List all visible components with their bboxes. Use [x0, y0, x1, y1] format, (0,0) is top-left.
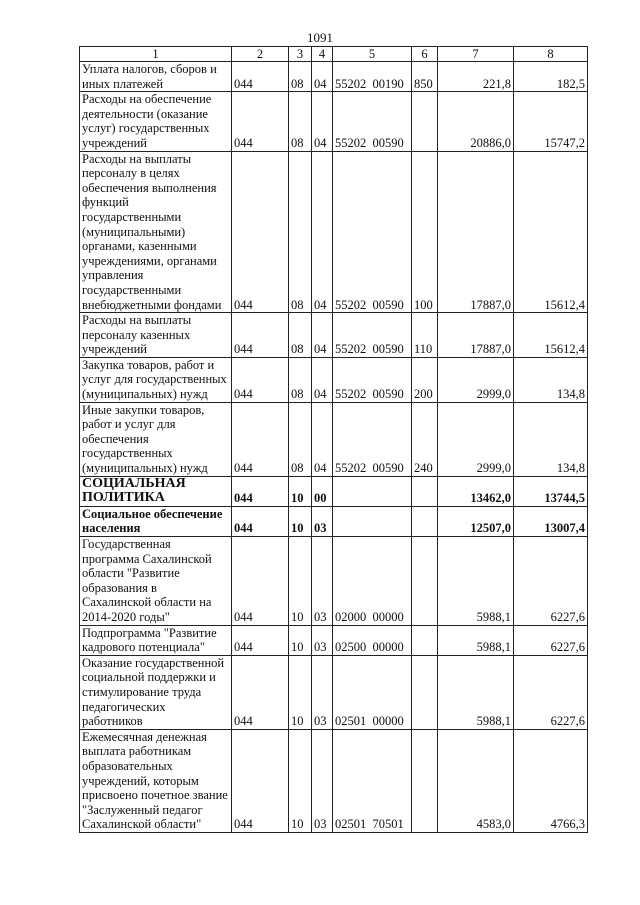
row-vr-cell — [412, 92, 438, 151]
row-pr-cell: 03 — [312, 506, 333, 536]
header-cell: 1 — [80, 47, 232, 62]
table-row — [80, 506, 588, 536]
row-value-2019-cell: 13462,0 — [438, 476, 514, 506]
header-cell: 3 — [289, 47, 312, 62]
row-ved-cell: 044 — [232, 151, 289, 313]
row-vr-cell: 200 — [412, 357, 438, 402]
row-value-2020-cell: 15612,4 — [514, 151, 588, 313]
table-row — [80, 357, 588, 402]
row-ved-cell: 044 — [232, 313, 289, 358]
row-rz-cell: 10 — [289, 625, 312, 655]
row-value-2020-cell: 13007,4 — [514, 506, 588, 536]
row-csr-cell: 55202 00590 — [333, 357, 412, 402]
row-name-cell: Социальное обеспечение населения — [80, 506, 232, 536]
row-value-2019-cell: 17887,0 — [438, 313, 514, 358]
table-row — [80, 655, 588, 729]
row-ved-cell: 044 — [232, 537, 289, 626]
header-cell: 4 — [312, 47, 333, 62]
row-value-2019-cell: 4583,0 — [438, 729, 514, 832]
row-rz-cell: 08 — [289, 402, 312, 476]
row-rz-cell: 10 — [289, 506, 312, 536]
row-name-cell: Иные закупки товаров, работ и услуг для обеспечения государственных (муниципальных) нужд — [80, 402, 232, 476]
row-rz-cell: 08 — [289, 62, 312, 92]
row-value-2019-cell: 17887,0 — [438, 151, 514, 313]
row-rz-cell: 10 — [289, 537, 312, 626]
row-pr-cell: 04 — [312, 92, 333, 151]
row-name-cell: Подпрограмма "Развитие кадрового потенциала" — [80, 625, 232, 655]
row-value-2020-cell: 15612,4 — [514, 313, 588, 358]
row-rz-cell: 10 — [289, 729, 312, 832]
row-rz-cell: 08 — [289, 151, 312, 313]
row-value-2020-cell: 6227,6 — [514, 655, 588, 729]
row-value-2019-cell: 5988,1 — [438, 625, 514, 655]
table-row — [80, 402, 588, 476]
row-vr-cell — [412, 729, 438, 832]
row-pr-cell: 03 — [312, 537, 333, 626]
row-name-cell: Оказание государственной социальной поддержки и стимулирование труда педагогических работников — [80, 655, 232, 729]
row-pr-cell: 04 — [312, 402, 333, 476]
row-pr-cell: 04 — [312, 357, 333, 402]
row-vr-cell: 240 — [412, 402, 438, 476]
row-rz-cell: 08 — [289, 357, 312, 402]
row-vr-cell: 110 — [412, 313, 438, 358]
row-vr-cell: 100 — [412, 151, 438, 313]
row-ved-cell: 044 — [232, 655, 289, 729]
row-pr-cell: 03 — [312, 655, 333, 729]
row-vr-cell — [412, 506, 438, 536]
row-csr-cell — [333, 476, 412, 506]
row-ved-cell: 044 — [232, 506, 289, 536]
row-vr-cell — [412, 537, 438, 626]
row-name-cell: СОЦИАЛЬНАЯ ПОЛИТИКА — [80, 476, 232, 506]
table-row — [80, 92, 588, 151]
row-csr-cell: 55202 00590 — [333, 313, 412, 358]
row-csr-cell: 55202 00590 — [333, 92, 412, 151]
budget-table — [79, 46, 588, 833]
row-vr-cell — [412, 655, 438, 729]
page-number: 1091 — [307, 30, 333, 45]
header-cell: 6 — [412, 47, 438, 62]
row-value-2019-cell: 2999,0 — [438, 357, 514, 402]
row-name-cell: Ежемесячная денежная выплата работникам образовательных учреждений, которым присвоено почетное звание "Заслуженный педагог Сахалинской области" — [80, 729, 232, 832]
table-row — [80, 729, 588, 832]
row-csr-cell: 02501 70501 — [333, 729, 412, 832]
row-pr-cell: 04 — [312, 313, 333, 358]
row-vr-cell: 850 — [412, 62, 438, 92]
row-vr-cell — [412, 476, 438, 506]
row-ved-cell: 044 — [232, 357, 289, 402]
row-rz-cell: 10 — [289, 655, 312, 729]
row-value-2019-cell: 221,8 — [438, 62, 514, 92]
row-value-2019-cell: 20886,0 — [438, 92, 514, 151]
row-csr-cell: 55202 00190 — [333, 62, 412, 92]
row-value-2019-cell: 12507,0 — [438, 506, 514, 536]
row-value-2020-cell: 182,5 — [514, 62, 588, 92]
header-cell: 5 — [333, 47, 412, 62]
row-ved-cell: 044 — [232, 729, 289, 832]
row-csr-cell: 02501 00000 — [333, 655, 412, 729]
row-rz-cell: 10 — [289, 476, 312, 506]
row-name-cell: Закупка товаров, работ и услуг для государственных (муниципальных) нужд — [80, 357, 232, 402]
row-csr-cell: 02000 00000 — [333, 537, 412, 626]
table-row — [80, 62, 588, 92]
row-value-2020-cell: 6227,6 — [514, 537, 588, 626]
row-name-cell: Расходы на выплаты персоналу в целях обеспечения выполнения функций государственными (муниципальными) органами, казенными учреждениями, органами управления государственными внебюджетными фондами — [80, 151, 232, 313]
row-ved-cell: 044 — [232, 476, 289, 506]
row-pr-cell: 03 — [312, 729, 333, 832]
row-value-2019-cell: 5988,1 — [438, 655, 514, 729]
table-row — [80, 476, 588, 506]
header-cell: 2 — [232, 47, 289, 62]
table-row — [80, 313, 588, 358]
row-name-cell: Расходы на обеспечение деятельности (оказание услуг) государственных учреждений — [80, 92, 232, 151]
header-cell: 7 — [438, 47, 514, 62]
row-ved-cell: 044 — [232, 402, 289, 476]
row-vr-cell — [412, 625, 438, 655]
row-value-2020-cell: 6227,6 — [514, 625, 588, 655]
row-pr-cell: 00 — [312, 476, 333, 506]
row-value-2019-cell: 5988,1 — [438, 537, 514, 626]
row-name-cell: Государственная программа Сахалинской области "Развитие образования в Сахалинской области на 2014-2020 годы" — [80, 537, 232, 626]
row-csr-cell: 55202 00590 — [333, 402, 412, 476]
row-csr-cell: 02500 00000 — [333, 625, 412, 655]
row-value-2020-cell: 13744,5 — [514, 476, 588, 506]
row-csr-cell — [333, 506, 412, 536]
table-row — [80, 151, 588, 313]
row-ved-cell: 044 — [232, 62, 289, 92]
header-cell: 8 — [514, 47, 588, 62]
row-name-cell: Расходы на выплаты персоналу казенных учреждений — [80, 313, 232, 358]
row-csr-cell: 55202 00590 — [333, 151, 412, 313]
row-name-cell: Уплата налогов, сборов и иных платежей — [80, 62, 232, 92]
row-value-2020-cell: 134,8 — [514, 357, 588, 402]
row-rz-cell: 08 — [289, 313, 312, 358]
row-ved-cell: 044 — [232, 92, 289, 151]
row-pr-cell: 04 — [312, 151, 333, 313]
table-header-row — [80, 47, 588, 62]
row-value-2019-cell: 2999,0 — [438, 402, 514, 476]
row-pr-cell: 03 — [312, 625, 333, 655]
row-value-2020-cell: 4766,3 — [514, 729, 588, 832]
table-row — [80, 537, 588, 626]
row-ved-cell: 044 — [232, 625, 289, 655]
table-row — [80, 625, 588, 655]
row-rz-cell: 08 — [289, 92, 312, 151]
row-pr-cell: 04 — [312, 62, 333, 92]
row-value-2020-cell: 134,8 — [514, 402, 588, 476]
row-value-2020-cell: 15747,2 — [514, 92, 588, 151]
